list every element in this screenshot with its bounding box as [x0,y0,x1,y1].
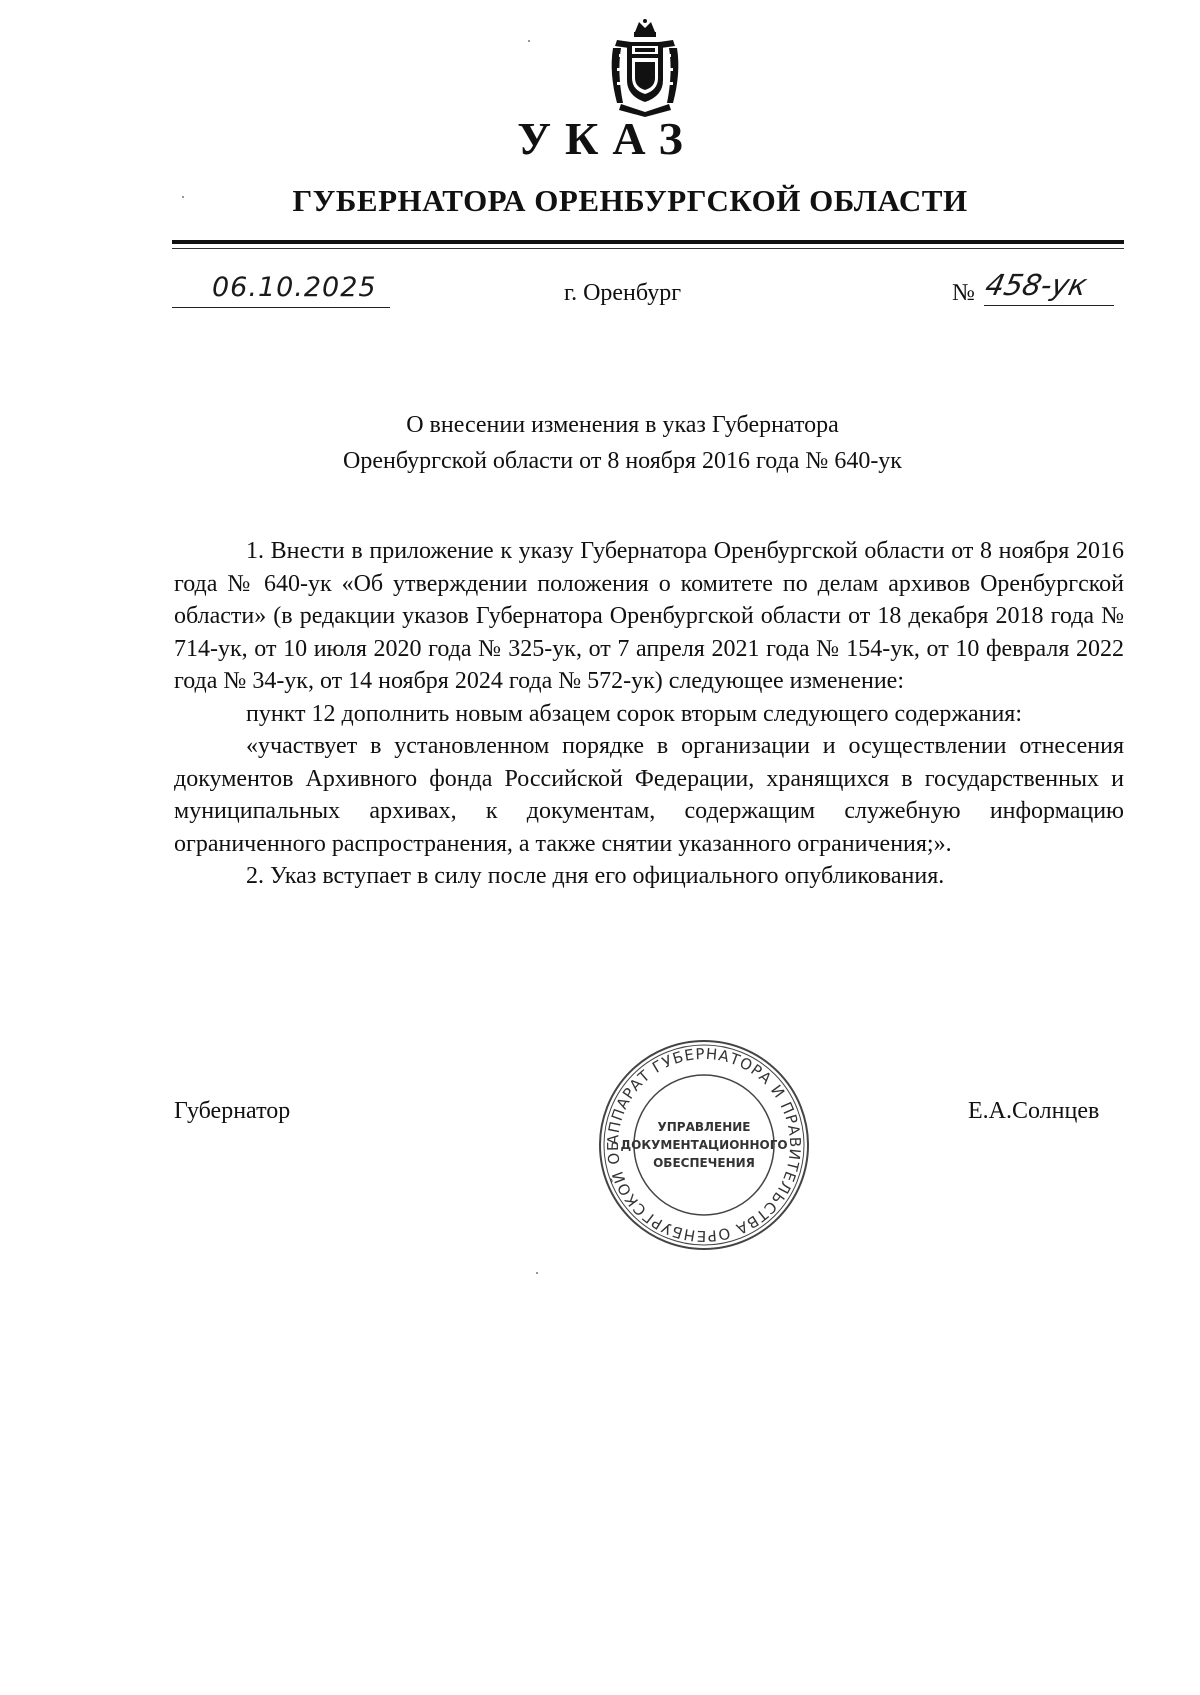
seal-outer-text: АППАРАТ ГУБЕРНАТОРА И ПРАВИТЕЛЬСТВА ОРЕНБУРГСКОЙ ОБ [603,1044,805,1246]
body-paragraph-2: пункт 12 дополнить новым абзацем сорок вторым следующего содержания: [246,700,1022,727]
seal-inner-line-2: ДОКУМЕНТАЦИОННОГО [620,1138,788,1152]
coat-of-arms-emblem [607,18,683,118]
decree-body [174,535,1124,893]
scan-speck [182,196,184,198]
decree-city: г. Оренбург [563,280,682,306]
seal-inner-line-3: ОБЕСПЕЧЕНИЯ [653,1156,755,1170]
body-paragraph-4: 2. Указ вступает в силу после дня его официального опубликования. [246,863,945,889]
decree-number: 458-ук [982,268,1091,302]
signatory-position: Губернатор [174,1098,291,1124]
number-label: № [952,280,975,306]
body-paragraph-3: «участвует в установленном порядке в организации и осуществлении отнесения документов Архивного фонда Российской Федерации, хранящихся в государственных и муниципальных архивах, к документам, содержащим служебную информацию ограниченного распространения, а также снятии указанного ограничения;». [174,733,1124,857]
scan-speck [536,1272,538,1274]
date-underline [172,307,390,308]
body-paragraph-1: 1. Внести в приложение к указу Губернатора Оренбургской области от 8 ноября 2016 года № 640-ук «Об утверждении положения о комитете по делам архивов Оренбургской области» (в редакции указов Губернатора Оренбургской области от 18 декабря 2018 года № 714-ук, от 10 июля 2020 года № 325-ук, от 7 апреля 2021 года № 154-ук, от 10 февраля 2022 года № 34-ук, от 14 ноября 2024 года № 572-ук) следующее изменение: [174,538,1124,694]
document-subtitle: ГУБЕРНАТОРА ОРЕНБУРГСКОЙ ОБЛАСТИ [292,183,968,218]
scan-speck [528,40,530,42]
heading-line-1: О внесении изменения в указ Губернатора [406,412,839,438]
official-seal-stamp [594,1035,814,1255]
signatory-name: Е.А.Солнцев [968,1098,1100,1124]
heading-line-2: Оренбургской области от 8 ноября 2016 года № 640-ук [343,448,902,474]
decree-heading [0,407,1200,479]
number-underline [984,305,1114,306]
decree-date: 06.10.2025 [212,272,377,303]
seal-inner-line-1: УПРАВЛЕНИЕ [657,1120,751,1134]
header-rule-thin [172,248,1124,249]
header-rule-thick [172,240,1124,244]
document-title: УКАЗ [517,113,697,164]
